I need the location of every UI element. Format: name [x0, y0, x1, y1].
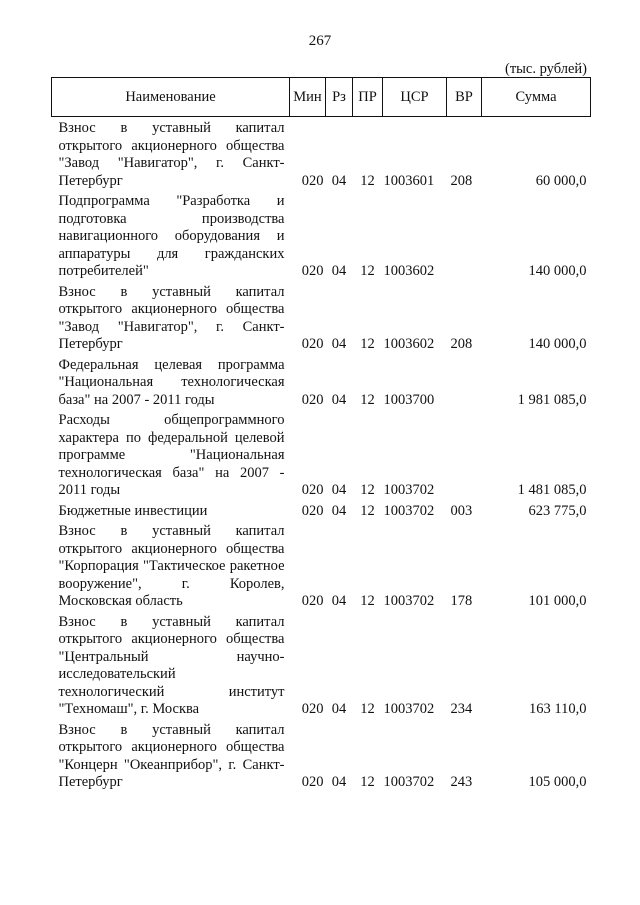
row-vr	[447, 409, 482, 500]
row-rz: 04	[331, 502, 347, 519]
row-min: 020	[301, 172, 324, 189]
row-csr: 1003702	[383, 701, 435, 717]
row-sum: 1 981 085,0	[517, 391, 587, 408]
table-row	[52, 611, 591, 719]
row-csr: 1003602	[383, 336, 435, 352]
header-vr: ВР	[447, 78, 482, 117]
row-min: 020	[301, 502, 324, 519]
table-body	[52, 117, 591, 792]
row-vr: 243	[450, 774, 473, 790]
table-row	[52, 190, 591, 281]
row-sum: 140 000,0	[528, 263, 587, 279]
header-rz: Рз	[326, 78, 353, 117]
units-label: (тыс. рублей)	[505, 61, 587, 77]
row-vr	[447, 190, 482, 281]
row-sum: 101 000,0	[528, 593, 587, 609]
header-pr: ПР	[353, 78, 383, 117]
row-name: Взнос в уставный капитал открытого акционерного общества "Завод "Навигатор", г. Санкт-Петербург	[58, 120, 285, 189]
row-sum: 140 000,0	[528, 336, 587, 352]
table-row	[52, 117, 591, 191]
row-rz: 04	[331, 774, 347, 790]
row-pr: 12	[360, 172, 375, 189]
budget-table	[51, 77, 591, 792]
table-row	[52, 409, 591, 500]
row-min: 020	[301, 263, 324, 279]
header-csr: ЦСР	[383, 78, 447, 117]
row-min: 020	[301, 391, 324, 408]
row-name: Взнос в уставный капитал открытого акционерного общества "Центральный научно-исследовательский технологический институт "Техномаш", г. Москва	[58, 613, 285, 717]
table-row	[52, 500, 591, 521]
row-rz: 04	[331, 336, 347, 352]
row-rz: 04	[331, 263, 347, 279]
row-vr: 178	[450, 593, 473, 609]
table-row	[52, 719, 591, 792]
row-name: Взнос в уставный капитал открытого акционерного общества "Завод "Навигатор", г. Санкт-Петербург	[58, 283, 285, 352]
row-sum: 163 110,0	[529, 701, 587, 717]
row-vr: 208	[450, 336, 473, 352]
row-pr: 12	[360, 263, 375, 279]
row-min: 020	[301, 482, 324, 498]
row-sum: 105 000,0	[528, 774, 587, 790]
row-min: 020	[301, 336, 324, 352]
header-min: Мин	[290, 78, 326, 117]
row-csr: 1003702	[383, 593, 435, 609]
row-pr: 12	[360, 336, 375, 352]
row-vr: 234	[450, 701, 473, 717]
row-rz: 04	[331, 482, 347, 498]
row-pr: 12	[360, 502, 375, 519]
row-csr: 1003601	[383, 172, 435, 189]
row-csr: 1003702	[383, 482, 435, 498]
row-name: Взнос в уставный капитал открытого акционерного общества "Концерн "Океанприбор", г. Санкт-Петербург	[58, 721, 285, 790]
row-rz: 04	[331, 593, 347, 609]
row-csr: 1003702	[383, 774, 435, 790]
row-pr: 12	[360, 774, 375, 790]
table-header	[52, 78, 591, 117]
table-row	[52, 520, 591, 611]
header-sum: Сумма	[482, 78, 591, 117]
table-row	[52, 281, 591, 354]
row-pr: 12	[360, 482, 375, 498]
table-row	[52, 354, 591, 410]
row-name: Взнос в уставный капитал открытого акционерного общества "Корпорация "Тактическое ракетное вооружение", г. Королев, Московская область	[58, 523, 285, 609]
row-min: 020	[301, 774, 324, 790]
header-name: Наименование	[52, 78, 290, 117]
row-name: Федеральная целевая программа "Национальная технологическая база" на 2007 - 2011 годы	[58, 356, 285, 408]
row-pr: 12	[360, 701, 375, 717]
row-csr: 1003700	[383, 391, 435, 408]
row-sum: 60 000,0	[535, 172, 587, 189]
row-pr: 12	[360, 391, 375, 408]
row-vr: 208	[450, 172, 473, 189]
row-vr: 003	[450, 502, 473, 519]
row-vr	[447, 354, 482, 410]
row-sum: 1 481 085,0	[517, 482, 587, 498]
row-name: Подпрограмма "Разработка и подготовка производства навигационного оборудования и аппаратуры для гражданских потребителей"	[58, 193, 285, 279]
row-min: 020	[301, 593, 324, 609]
page-number: 267	[308, 33, 332, 49]
row-min: 020	[301, 701, 324, 717]
row-rz: 04	[331, 391, 347, 408]
row-rz: 04	[331, 701, 347, 717]
row-pr: 12	[360, 593, 375, 609]
row-sum: 623 775,0	[528, 502, 587, 519]
row-name: Расходы общепрограммного характера по федеральной целевой программе "Национальная технологическая база" на 2007 - 2011 годы	[58, 412, 285, 498]
row-csr: 1003602	[383, 263, 435, 279]
row-rz: 04	[331, 172, 347, 189]
row-name: Бюджетные инвестиции	[58, 502, 208, 519]
row-csr: 1003702	[383, 502, 435, 519]
